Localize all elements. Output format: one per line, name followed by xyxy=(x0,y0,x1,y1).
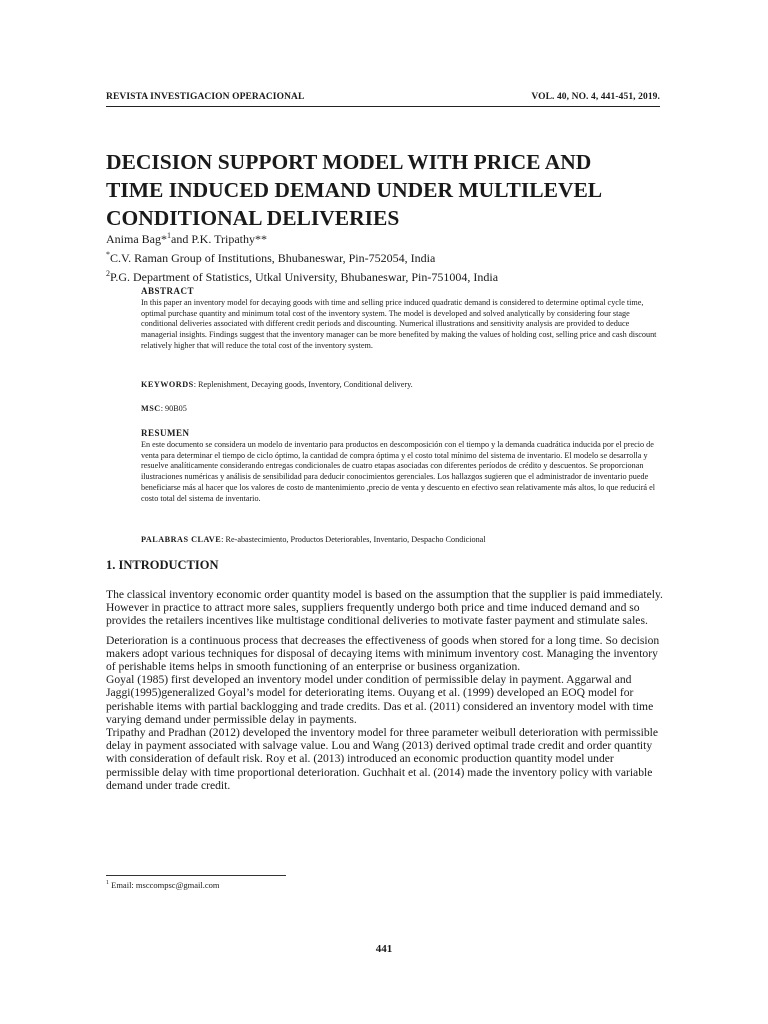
keywords-label: KEYWORDS xyxy=(141,380,194,389)
footnote: $^1$ Email: msccompsc@gmail.com xyxy=(106,880,220,890)
title-line-1: DECISION SUPPORT MODEL WITH PRICE AND xyxy=(106,150,592,174)
journal-name: REVISTA INVESTIGACION OPERACIONAL xyxy=(106,92,305,102)
intro-paragraph-4: Tripathy and Pradhan (2012) developed the inventory model for three parameter weibull deterioration with permissible delay in payment associated with salvage value. Lou and Wang (2013) derived optimal trade credit and order quantity with consideration of default risk. Roy et al. (2013) introduced an economic production quantity model under permissible delay with time proportional deterioration. Guchhait et al. (2014) made the inventory policy with variable demand under trade credit. xyxy=(106,726,659,792)
keywords-section xyxy=(141,380,661,391)
title-line-3: CONDITIONAL DELIVERIES xyxy=(106,206,400,230)
abstract-label: ABSTRACT xyxy=(141,286,195,296)
resumen-label: RESUMEN xyxy=(141,428,190,438)
author-names: Anima Bag*$^1$and P.K. Tripathy** xyxy=(106,231,268,246)
affiliation-1: *C.V. Raman Group of Institutions, Bhubaneswar, Pin-752054, India xyxy=(106,250,436,265)
keywords-text: : Replenishment, Decaying goods, Inventory, Conditional delivery. xyxy=(193,380,413,389)
msc-label: MSC xyxy=(141,404,161,413)
authors-block xyxy=(106,228,666,285)
intro-paragraph-2: Deterioration is a continuous process that decreases the effectiveness of goods when stored for a long time. So decision makers adopt various techniques for disposal of decaying items with minimum inventory cost. Managing the inventory of perishable items helps in smooth functioning of an enterprise or business organization. xyxy=(106,633,660,674)
abstract-text: In this paper an inventory model for decaying goods with time and selling price induced quadratic demand is considered to determine optimal cycle time, optimal purchase quantity and minimum total cost of the inventory system. The model is developed and solved analytically by considering four stage conditional deliveries associated with different credit periods and discounting. Numerical illustrations and sensitivity analysis are provided to deduce managerial insights. Findings suggest that the inventory manager can be more benefited by making the values of holding cost, selling price and cash discount relatively higher that will reduce the total cost of the inventory system. xyxy=(141,297,657,350)
intro-paragraph-1: The classical inventory economic order quantity model is based on the assumption that the supplier is paid immediately. However in practice to attract more sales, suppliers frequently undergo both price and time induced demand and so provides the retailers incentives like multistage conditional deliveries to motivate faster payment and stimulate sales. xyxy=(106,588,663,628)
resumen-text: En este documento se considera un modelo de inventario para productos en descomposición con el tiempo y la demanda cuadrática inducida por el precio de venta para determinar el tiempo de ciclo óptimo, la cantidad de compra óptima y el costo total mínimo del sistema de inventario. El modelo se desarrolla y resuelve analíticamente considerando entregas condicionales de cuatro etapas asociadas con diferentes períodos de crédito y descuentos. Se proporcionan ilustraciones numéricas y análisis de sensibilidad para deducir conocimientos gerenciales. Los hallazgos sugieren que el administrador de inventario puede beneficiarse más al hacer que los valores de costo de mantenimiento ,precio de venta y descuento en efectivo sean relativamente más altos, lo que reducirá el costo total del sistema de inventario. xyxy=(141,439,656,503)
title-line-2: TIME INDUCED DEMAND UNDER MULTILEVEL xyxy=(106,178,603,202)
msc-text: : 90B05 xyxy=(160,404,187,413)
introduction-body xyxy=(106,588,666,792)
palabras-text: : Re-abastecimiento, Productos Deteriorables, Inventario, Despacho Condicional xyxy=(221,535,486,544)
affiliation-2: $^2$P.G. Department of Statistics, Utkal University, Bhubaneswar, Pin-751004, India xyxy=(106,269,499,284)
footnote-email: Email: msccompsc@gmail.com xyxy=(109,880,220,890)
page-number: 441 xyxy=(375,943,393,955)
msc-section xyxy=(141,404,661,415)
palabras-label: PALABRAS CLAVE xyxy=(141,535,222,544)
resumen-section xyxy=(141,428,661,505)
footnote-rule xyxy=(106,875,286,876)
abstract-section xyxy=(141,286,661,352)
volume-info: VOL. 40, NO. 4, 441-451, 2019. xyxy=(531,92,660,102)
palabras-section xyxy=(141,535,661,546)
intro-paragraph-3: Goyal (1985) first developed an inventory model under condition of permissible delay in payment. Aggarwal and Jaggi(1995)generalized Goyal’s model for deteriorating items. Ouyang et al. (1999) developed an EOQ model for perishable items with partial backlogging and trade credits. Das et al. (2011) considered an inventory model with time varying demand under permissible delay in payments. xyxy=(106,673,654,726)
introduction-heading: 1. INTRODUCTION xyxy=(106,558,219,572)
running-header xyxy=(106,92,660,102)
paper-title xyxy=(106,148,666,232)
header-rule xyxy=(106,106,660,107)
